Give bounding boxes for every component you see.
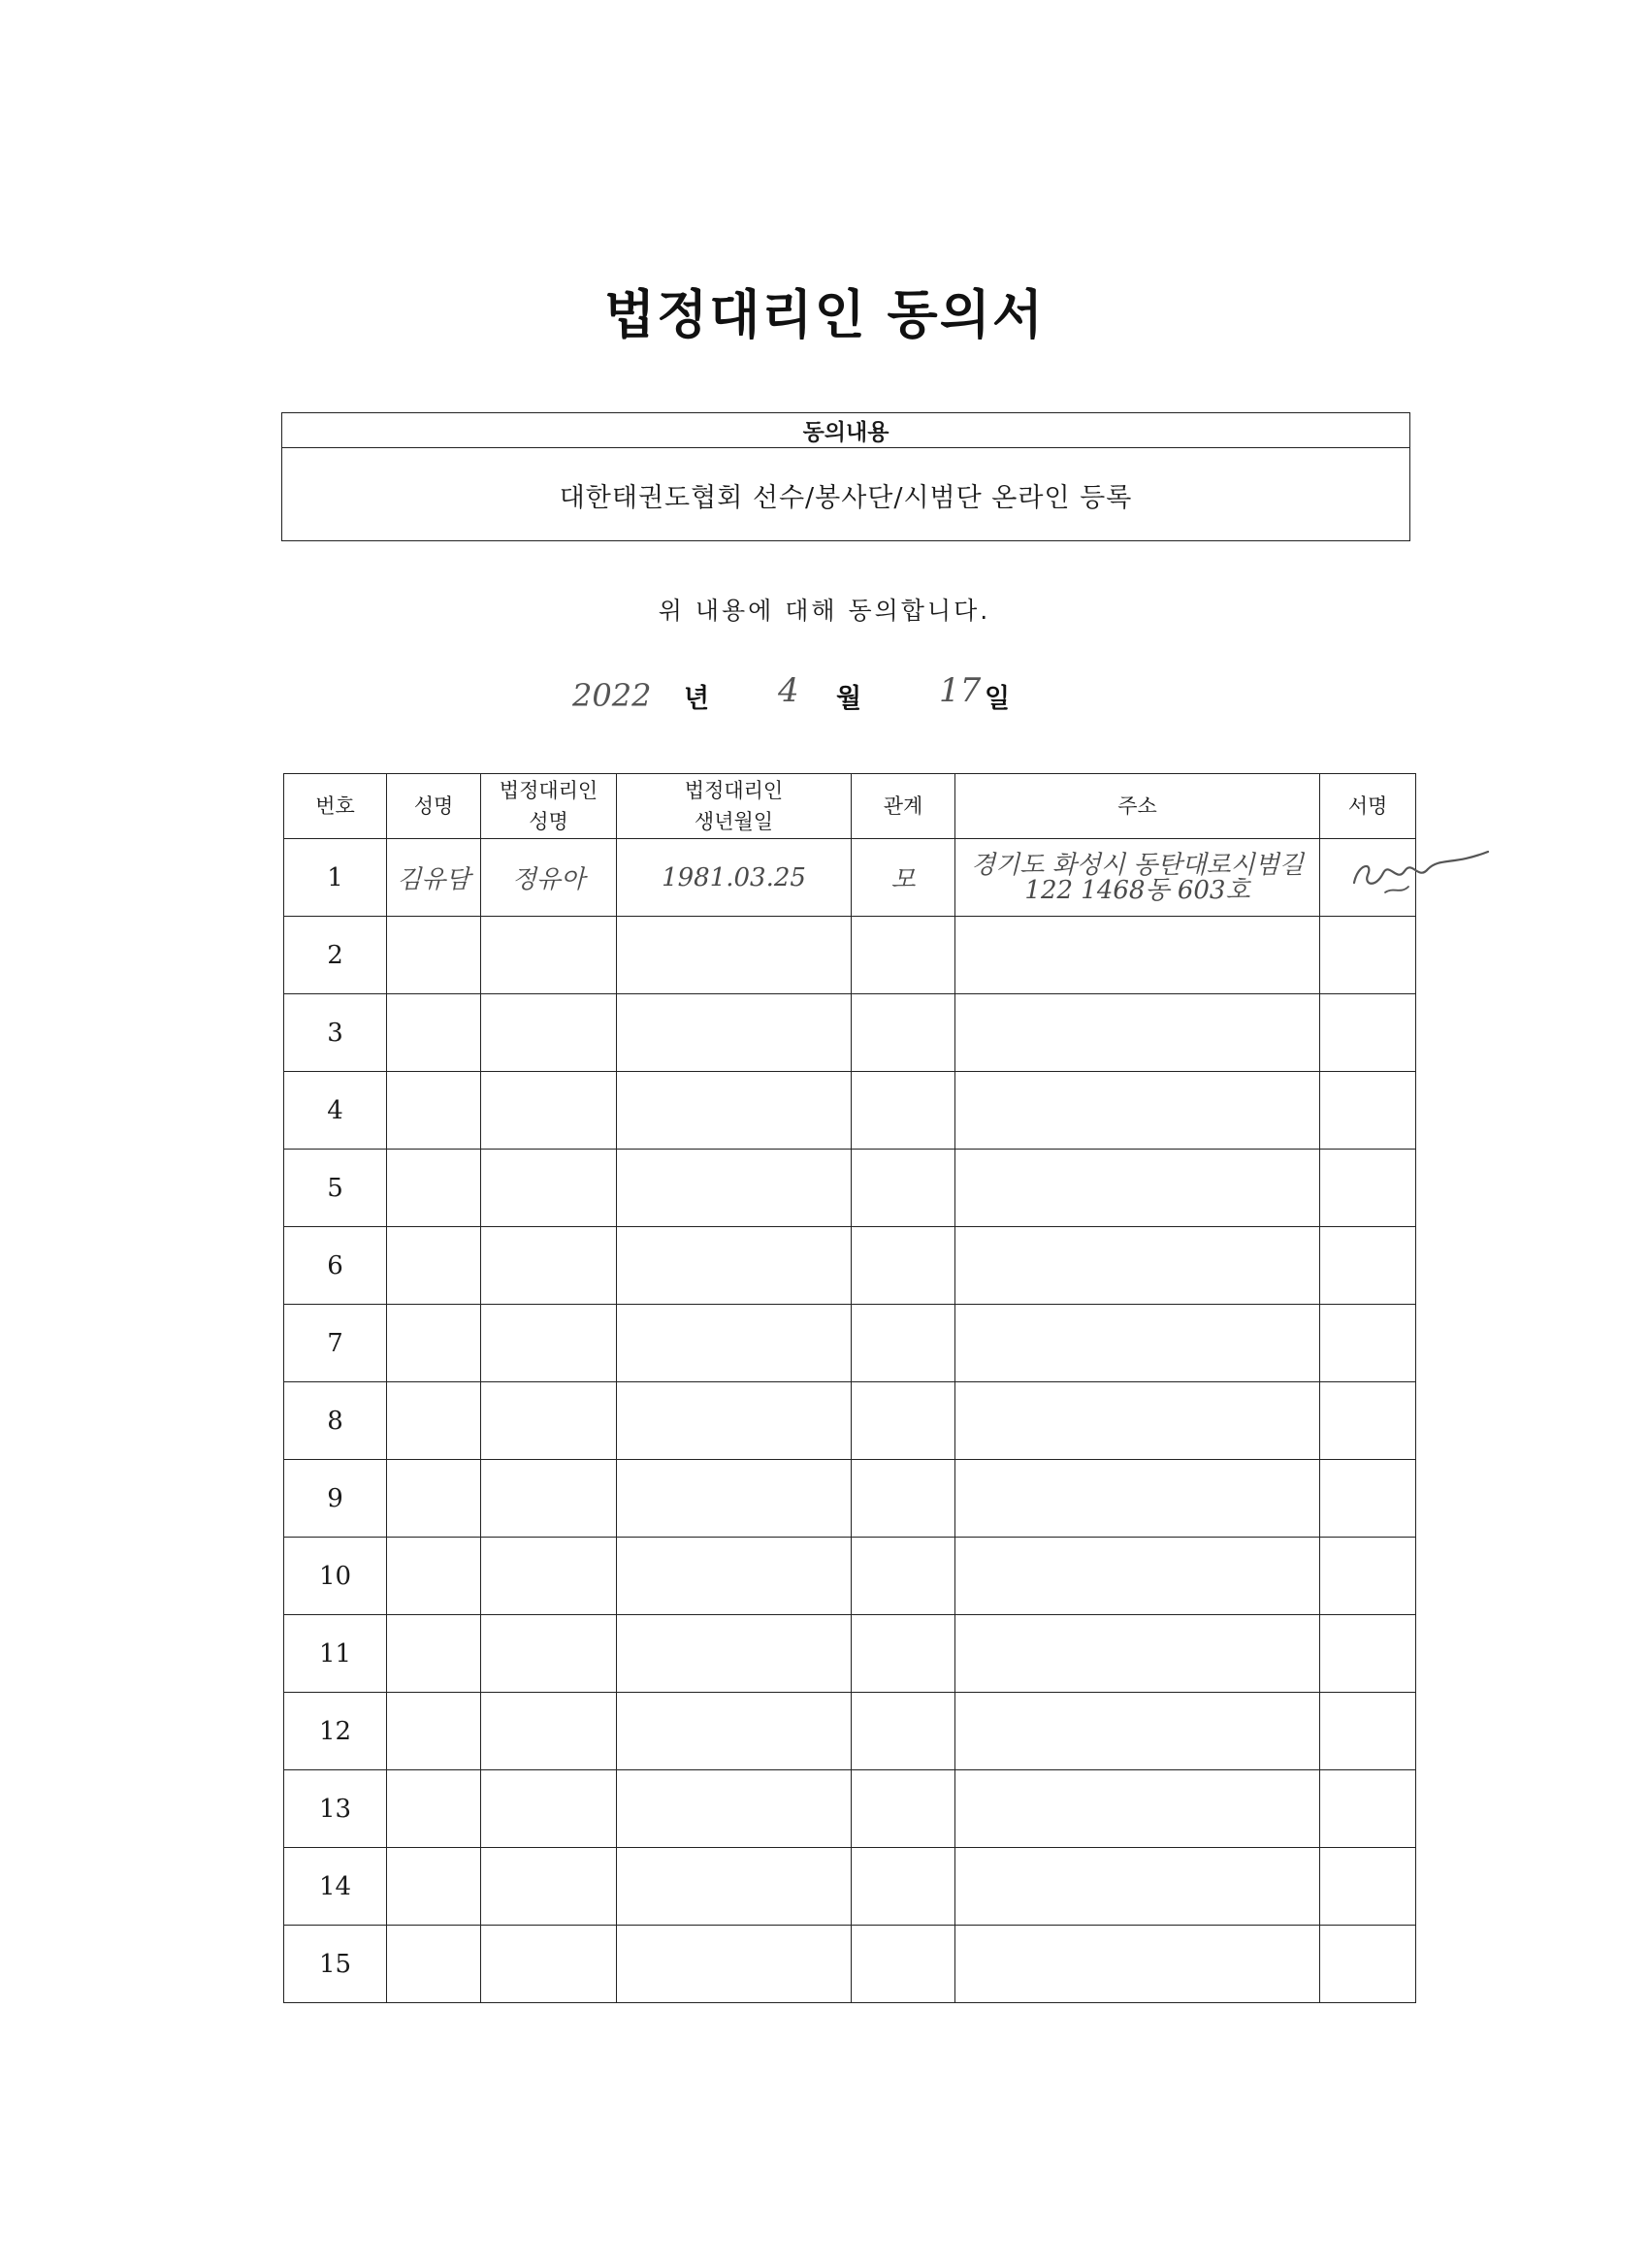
row-rep-name <box>481 1382 617 1460</box>
table-row <box>284 1926 1416 2003</box>
row-relation <box>852 1382 955 1460</box>
page-title: 법정대리인 동의서 <box>603 284 1046 345</box>
row-number: 15 <box>284 1926 387 2003</box>
row-rep-name <box>481 1538 617 1615</box>
row-rep-name: 정유아 <box>481 839 617 917</box>
header-rep-name <box>481 774 617 839</box>
row-address <box>955 1848 1320 1926</box>
row-signature <box>1320 1072 1416 1150</box>
header-relation: 관계 <box>852 774 955 839</box>
row-rep-name <box>481 1072 617 1150</box>
table-row <box>284 1305 1416 1382</box>
table-row <box>284 1460 1416 1538</box>
row-address <box>955 1227 1320 1305</box>
date-year-value: 2022 <box>572 677 652 714</box>
row-rep-birth <box>617 1072 852 1150</box>
row-name: 김유담 <box>387 839 481 917</box>
row-name <box>387 1382 481 1460</box>
table-row <box>284 1150 1416 1227</box>
row-address-line1: 경기도 화성시 동탄대로시범길 <box>970 850 1305 880</box>
row-number: 4 <box>284 1072 387 1150</box>
table-row <box>284 1227 1416 1305</box>
row-relation <box>852 994 955 1072</box>
row-number: 10 <box>284 1538 387 1615</box>
row-rep-birth <box>617 1305 852 1382</box>
row-rep-birth: 1981.03.25 <box>617 839 852 917</box>
row-rep-birth <box>617 994 852 1072</box>
row-relation <box>852 1848 955 1926</box>
date-day-value: 17 <box>939 671 982 710</box>
row-number: 1 <box>284 839 387 917</box>
table-row <box>284 1848 1416 1926</box>
registration-table <box>283 773 1416 2003</box>
row-number: 3 <box>284 994 387 1072</box>
row-name <box>387 917 481 994</box>
row-name <box>387 1926 481 2003</box>
table-row <box>284 1693 1416 1770</box>
row-address <box>955 1305 1320 1382</box>
row-signature <box>1320 1615 1416 1693</box>
row-address <box>955 1150 1320 1227</box>
row-name <box>387 1770 481 1848</box>
row-relation <box>852 1693 955 1770</box>
row-address <box>955 1382 1320 1460</box>
header-rep-birth-line2: 생년월일 <box>694 810 774 833</box>
row-signature <box>1320 1926 1416 2003</box>
row-rep-name <box>481 1150 617 1227</box>
row-number: 9 <box>284 1460 387 1538</box>
row-address-line2: 122 1468동 603호 <box>1024 875 1250 905</box>
row-rep-birth <box>617 1693 852 1770</box>
row-name <box>387 1150 481 1227</box>
table-row <box>284 1538 1416 1615</box>
row-rep-name <box>481 1926 617 2003</box>
header-rep-birth-line1: 법정대리인 <box>684 779 784 802</box>
row-signature <box>1320 994 1416 1072</box>
row-name <box>387 994 481 1072</box>
header-name: 성명 <box>387 774 481 839</box>
consent-box <box>281 412 1410 541</box>
row-number: 8 <box>284 1382 387 1460</box>
row-name <box>387 1072 481 1150</box>
row-address <box>955 1926 1320 2003</box>
header-address: 주소 <box>955 774 1320 839</box>
row-rep-name <box>481 917 617 994</box>
row-rep-birth <box>617 1227 852 1305</box>
header-rep-name-line2: 성명 <box>529 810 568 833</box>
table-row <box>284 917 1416 994</box>
row-number: 13 <box>284 1770 387 1848</box>
row-number: 14 <box>284 1848 387 1926</box>
row-signature <box>1320 1305 1416 1382</box>
row-rep-name <box>481 1615 617 1693</box>
row-address <box>955 1615 1320 1693</box>
row-rep-birth <box>617 1848 852 1926</box>
row-name <box>387 1460 481 1538</box>
row-relation <box>852 1926 955 2003</box>
row-number: 5 <box>284 1150 387 1227</box>
row-name <box>387 1615 481 1693</box>
row-relation <box>852 1770 955 1848</box>
row-rep-birth <box>617 1770 852 1848</box>
row-rep-birth <box>617 1150 852 1227</box>
date-line <box>572 667 1077 716</box>
row-relation <box>852 1227 955 1305</box>
row-number: 11 <box>284 1615 387 1693</box>
date-year-label: 년 <box>684 684 710 714</box>
table-row <box>284 1615 1416 1693</box>
row-signature <box>1320 1460 1416 1538</box>
row-signature <box>1320 1382 1416 1460</box>
row-rep-name <box>481 1460 617 1538</box>
row-rep-name <box>481 1770 617 1848</box>
row-signature <box>1320 1227 1416 1305</box>
row-rep-birth <box>617 1460 852 1538</box>
row-signature <box>1320 1150 1416 1227</box>
agree-statement: 위 내용에 대해 동의합니다. <box>658 597 991 625</box>
table-header-row <box>284 774 1416 839</box>
date-day-label: 일 <box>985 684 1011 714</box>
row-rep-name <box>481 1848 617 1926</box>
date-month-label: 월 <box>836 684 862 714</box>
row-rep-birth <box>617 1538 852 1615</box>
row-address <box>955 1538 1320 1615</box>
table-row <box>284 1072 1416 1150</box>
row-number: 12 <box>284 1693 387 1770</box>
row-rep-name <box>481 994 617 1072</box>
row-signature <box>1320 1770 1416 1848</box>
row-rep-name <box>481 1305 617 1382</box>
row-name <box>387 1227 481 1305</box>
row-rep-name <box>481 1693 617 1770</box>
row-relation <box>852 1305 955 1382</box>
header-signature: 서명 <box>1320 774 1416 839</box>
table-row <box>284 1382 1416 1460</box>
row-rep-birth <box>617 1926 852 2003</box>
table-row <box>284 839 1416 917</box>
header-no: 번호 <box>284 774 387 839</box>
row-address <box>955 1770 1320 1848</box>
row-signature <box>1320 917 1416 994</box>
row-relation <box>852 1460 955 1538</box>
row-rep-name <box>481 1227 617 1305</box>
row-relation <box>852 1150 955 1227</box>
row-signature <box>1320 1538 1416 1615</box>
row-relation <box>852 1072 955 1150</box>
header-rep-name-line1: 법정대리인 <box>499 779 598 802</box>
row-address <box>955 994 1320 1072</box>
header-rep-birth <box>617 774 852 839</box>
row-address <box>955 1072 1320 1150</box>
row-relation <box>852 917 955 994</box>
row-number: 6 <box>284 1227 387 1305</box>
row-name <box>387 1305 481 1382</box>
row-relation <box>852 1615 955 1693</box>
table-row <box>284 1770 1416 1848</box>
row-name <box>387 1848 481 1926</box>
consent-header: 동의내용 <box>282 413 1409 448</box>
row-address <box>955 1460 1320 1538</box>
row-address <box>955 1693 1320 1770</box>
row-name <box>387 1538 481 1615</box>
row-signature <box>1320 1848 1416 1926</box>
date-month-value: 4 <box>778 671 799 710</box>
row-name <box>387 1693 481 1770</box>
row-signature <box>1320 1693 1416 1770</box>
table-row <box>284 994 1416 1072</box>
row-address <box>955 839 1320 917</box>
row-rep-birth <box>617 1382 852 1460</box>
row-number: 7 <box>284 1305 387 1382</box>
row-relation: 모 <box>852 839 955 917</box>
consent-body: 대한태권도협회 선수/봉사단/시범단 온라인 등록 <box>559 482 1133 513</box>
row-number: 2 <box>284 917 387 994</box>
row-relation <box>852 1538 955 1615</box>
row-address <box>955 917 1320 994</box>
handwritten-signature-mark <box>1346 844 1492 902</box>
row-rep-birth <box>617 1615 852 1693</box>
row-rep-birth <box>617 917 852 994</box>
